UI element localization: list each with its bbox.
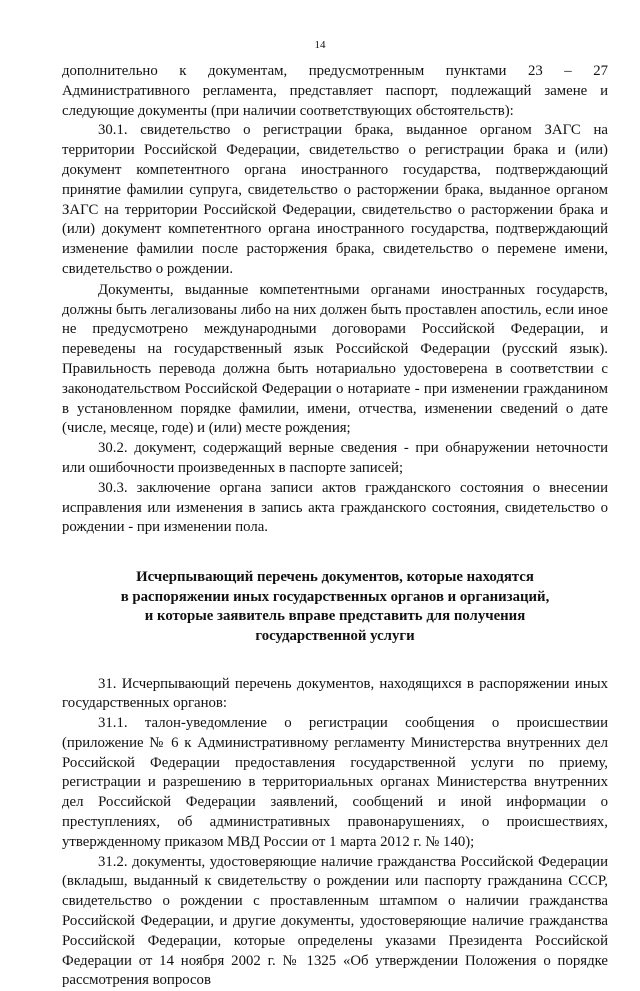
paragraph-30-2: 30.2. документ, содержащий верные сведения - при обнаружении неточности или ошибочности произведенных в паспорте записей;: [62, 440, 608, 476]
section-heading: [62, 568, 608, 646]
paragraph-31: 31. Исчерпывающий перечень документов, находящихся в распоряжении иных государственных органов:: [62, 675, 608, 712]
section-heading-line-1: Исчерпывающий перечень документов, которые находятся: [136, 569, 534, 586]
paragraph-30-3: 30.3. заключение органа записи актов гражданского состояния о внесении исправления или изменения в запись акта гражданского состояния, свидетельство о рождении - при изменении пола.: [62, 479, 608, 536]
section-heading-line-4: государственной услуги: [255, 627, 415, 644]
section-heading-line-2: в распоряжении иных государственных органов и организаций,: [120, 588, 550, 605]
paragraph-31-1: 31.1. талон-уведомление о регистрации сообщения о происшествии (приложение № 6 к Административному регламенту Министерства внутренних дел Российской Федерации предоставления государственной услуги по приему, регистрации и разрешению в территориальных органах Министерства внутренних дел Российской Федерации заявлений, сообщений и иной информации о преступлениях, об административных правонарушениях, о происшествиях, утвержденному приказом МВД России от 1 марта 2012 г. № 140);: [62, 715, 608, 850]
section-heading-line-3: и которые заявитель вправе представить для получения: [144, 608, 526, 625]
document-body: [62, 62, 608, 991]
page-number: 14: [314, 39, 326, 51]
paragraph-30-1: 30.1. свидетельство о регистрации брака, выданное органом ЗАГС на территории Российской Федерации, свидетельство о регистрации брака и (или) документ компетентного органа иностранного государства, подтверждающий принятие фамилии супруга, свидетельство о расторжении брака, выданное органом ЗАГС на территории Российской Федерации, свидетельство о расторжении брака и (или) документ компетентного органа иностранного государства, подтверждающий изменение фамилии после расторжения брака, свидетельство о перемене имени, свидетельство о рождении.: [62, 122, 608, 277]
paragraph-31-2: 31.2. документы, удостоверяющие наличие гражданства Российской Федерации (вкладыш, выданный к свидетельству о рождении или паспорту гражданина СССР, свидетельство о рождении с проставленным штампом о наличии гражданства Российской Федерации, и другие документы, удостоверяющие наличие гражданства Российской Федерации, которые определены указами Президента Российской Федерации от 14 ноября 2002 г. № 1325 «Об утверждении Положения о порядке рассмотрения вопросов: [62, 853, 608, 989]
paragraph-foreign-documents: Документы, выданные компетентными органами иностранных государств, должны быть легализованы либо на них должен быть проставлен апостиль, если иное не предусмотрено международными договорами Российской Федерации, и переведены на государственный язык Российской Федерации (русский язык). Правильность перевода должна быть нотариально удостоверена в соответствии с законодательством Российской Федерации о нотариате - при изменении гражданином в установленном порядке фамилии, имени, отчества, изменении сведений о дате (числе, месяце, годе) и (или) месте рождения;: [62, 281, 608, 437]
paragraph-continuation: дополнительно к документам, предусмотренным пунктами 23 – 27 Административного регламента, представляет паспорт, подлежащий замене и следующие документы (при наличии соответствующих обстоятельств):: [62, 63, 608, 119]
